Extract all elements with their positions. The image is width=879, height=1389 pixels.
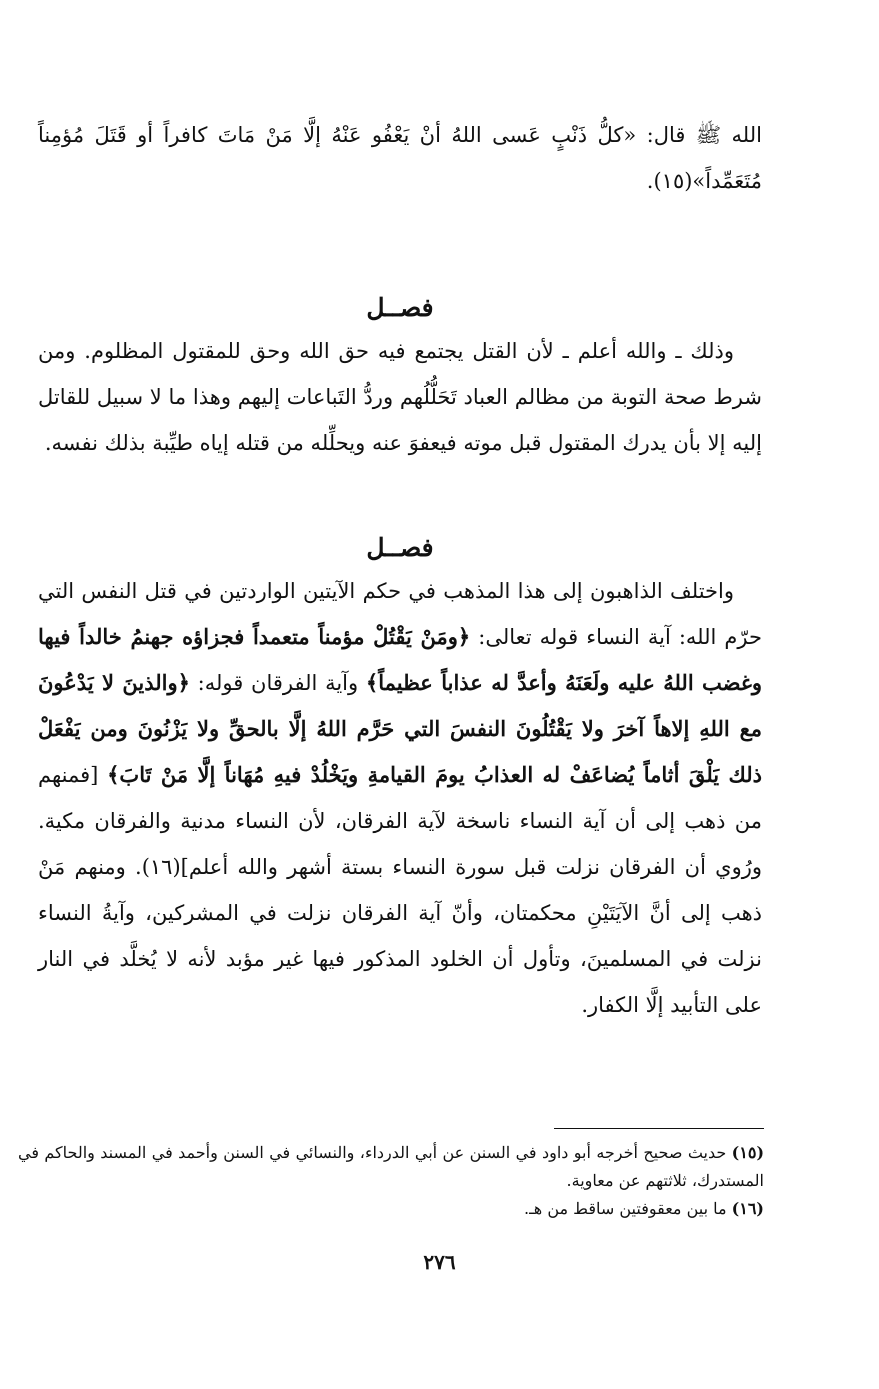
- footnote-16: [18, 1195, 764, 1223]
- footnote-divider: [554, 1128, 764, 1129]
- section-heading-1: فصــل: [366, 293, 434, 322]
- section-two-middle: وآية الفرقان قوله:: [189, 671, 366, 695]
- section-two-paragraph: [38, 568, 762, 1028]
- intro-paragraph: الله ﷺ قال: «كلُّ ذَنْبٍ عَسى اللهُ أنْ يَعْفُو عَنْهُ إلَّا مَنْ مَاتَ كافراً أو قَتَلَ مُؤمِناً مُتَعَمِّداً»(١٥).: [38, 123, 762, 193]
- spacer: [38, 466, 762, 528]
- page-number: ٢٧٦: [423, 1250, 456, 1274]
- verse-nisa: ﴿ومَنْ يَقْتُلْ مؤمناً متعمداً فجزاؤه جهنمُ خالداً فيها وغضب اللهُ عليه ولَعَنَهُ وأعدَّ له عذاباً عظيماً﴾: [38, 624, 762, 695]
- section-two-end: [فمنهم من ذهب إلى أن آية النساء ناسخة لآية الفرقان، لأن النساء مدنية والفرقان مكية. ورُوي أن الفرقان نزلت قبل سورة النساء بستة أشهر والله أعلم](١٦). ومنهم مَنْ ذهب إلى أنَّ الآيَتَيْنِ محكمتان، وأنّ آية الفرقان نزلت في المشركين، وآيةُ النساء نزلت في المسلمينَ، وتأول أن الخلود المذكور فيها غير مؤبد لأنه لا يُخلَّد في النار على التأبيد إلَّا الكفار.: [38, 763, 762, 1017]
- footnote-number: (١٦): [731, 1199, 764, 1218]
- footnote-number: (١٥): [731, 1143, 765, 1162]
- footnotes: [18, 1128, 764, 1223]
- section-two-intro: واختلف الذاهبون إلى هذا المذهب في حكم الآيتين الواردتين في قتل النفس التي حرّم الله: آية النساء قوله تعالى:: [38, 579, 762, 649]
- footnote-text: حديث صحيح أخرجه أبو داود في السنن عن أبي الدرداء، والنسائي في السنن وأحمد في المسند والحاكم في المستدرك، ثلاثتهم عن معاوية.: [18, 1143, 764, 1190]
- footnote-text: ما بين معقوفتين ساقط من هـ.: [524, 1199, 732, 1218]
- section-one-paragraph: وذلك ـ والله أعلم ـ لأن القتل يجتمع فيه حق الله وحق للمقتول المظلوم. ومن شرط صحة التوبة من مظالم العباد تَحَلُّلُهم وردُّ التَباعات إليهم وهذا ما لا سبيل للقاتل إليه إلا بأن يدرك المقتول قبل موته فيعفوَ عنه ويحلِّله من قتله إياه طيِّبة بذلك نفسه.: [38, 339, 762, 455]
- spacer: [38, 204, 762, 288]
- verse-furqan: ﴿والذينَ لا يَدْعُونَ مع اللهِ إلاهاً آخرَ ولا يَقْتُلُونَ النفسَ التي حَرَّم اللهُ إلَّا بالحقِّ ولا يَزْنُونَ ومن يَفْعَلْ ذلك يَلْقَ أثاماً يُضاعَفْ له العذابُ يومَ القيامةِ ويَخْلُدْ فيهِ مُهَاناً إلَّا مَنْ تَابَ﴾: [38, 670, 762, 787]
- page-body: [38, 112, 762, 1028]
- section-heading-2: فصــل: [366, 533, 434, 562]
- footnote-15: [18, 1139, 764, 1195]
